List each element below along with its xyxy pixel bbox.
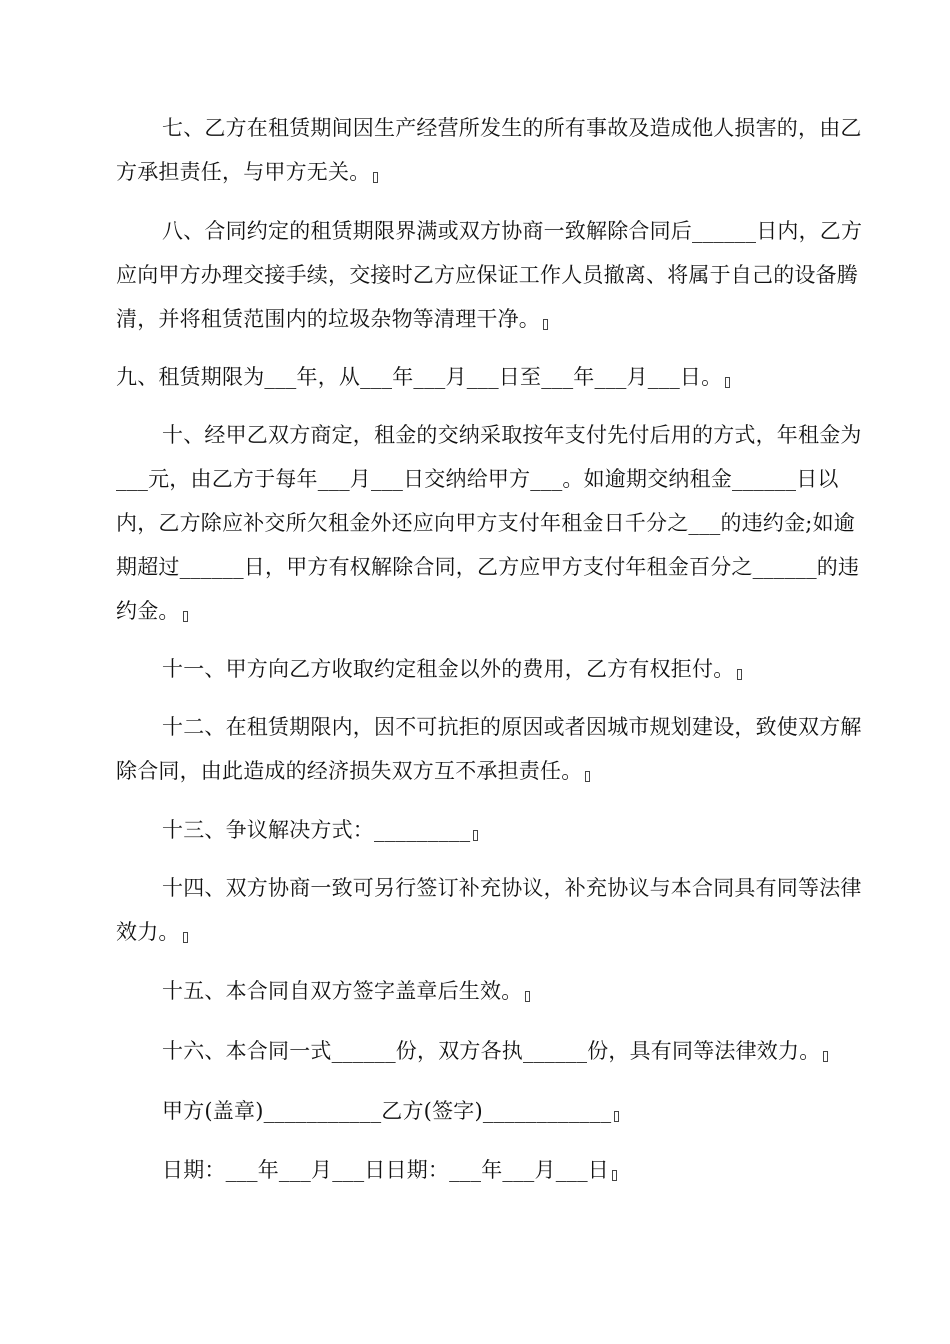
- clause-15: [116, 969, 868, 1013]
- clause-12-text: 十二、在租赁期限内，因不可抗拒的原因或者因城市规划建设，致使双方解除合同，由此造成的经济损失双方互不承担责任。: [116, 715, 862, 783]
- clause-16-text: 十六、本合同一式______份，双方各执______份，具有同等法律效力。: [162, 1039, 821, 1063]
- date-line-text: 日期：___年___月___日日期：___年___月___日: [162, 1158, 609, 1182]
- clause-7: [116, 106, 868, 194]
- paragraph-mark-icon: [585, 771, 590, 782]
- clause-11-text: 十一、甲方向乙方收取约定租金以外的费用，乙方有权拒付。: [162, 657, 735, 681]
- clause-9: [116, 355, 868, 399]
- paragraph-mark-icon: [525, 991, 530, 1002]
- paragraph-mark-icon: [614, 1111, 619, 1122]
- paragraph-mark-icon: [823, 1051, 828, 1062]
- clause-8-text: 八、合同约定的租赁期限界满或双方协商一致解除合同后______日内，乙方应向甲方办理交接手续，交接时乙方应保证工作人员撤离、将属于自己的设备腾清，并将租赁范围内的垃圾杂物等清理干净。: [116, 219, 863, 331]
- paragraph-mark-icon: [183, 611, 188, 622]
- clause-10-text: 十、经甲乙双方商定，租金的交纳采取按年支付先付后用的方式，年租金为___元，由乙方于每年___月___日交纳给甲方___。如逾期交纳租金______日以内，乙方除应补交所欠租金外还应向甲方支付年租金日千分之___的违约金;如逾期超过______日，甲方有权解除合同，乙方应甲方支付年租金百分之______的违约金。: [116, 423, 862, 623]
- clause-9-text: 九、租赁期限为___年，从___年___月___日至___年___月___日。: [116, 365, 723, 389]
- clause-8: [116, 209, 868, 341]
- paragraph-mark-icon: [612, 1170, 617, 1181]
- clause-14: [116, 866, 868, 954]
- paragraph-mark-icon: [373, 172, 378, 183]
- paragraph-mark-icon: [473, 830, 478, 841]
- paragraph-mark-icon: [183, 932, 188, 943]
- clause-13-text: 十三、争议解决方式：_________: [162, 818, 471, 842]
- clause-14-text: 十四、双方协商一致可另行签订补充协议，补充协议与本合同具有同等法律效力。: [116, 876, 862, 944]
- clause-13: [116, 808, 868, 852]
- clause-11: [116, 647, 868, 691]
- paragraph-mark-icon: [737, 669, 742, 680]
- clause-16: [116, 1029, 886, 1073]
- clause-15-text: 十五、本合同自双方签字盖章后生效。: [162, 979, 523, 1003]
- clause-7-text: 七、乙方在租赁期间因生产经营所发生的所有事故及造成他人损害的，由乙方承担责任，与甲方无关。: [116, 116, 862, 184]
- signature-line: [116, 1089, 868, 1133]
- clause-10: [116, 413, 868, 633]
- clause-12: [116, 705, 868, 793]
- date-line: [116, 1148, 868, 1192]
- paragraph-mark-icon: [543, 319, 548, 330]
- paragraph-mark-icon: [725, 377, 730, 388]
- signature-line-text: 甲方(盖章)___________乙方(签字)____________: [162, 1099, 612, 1123]
